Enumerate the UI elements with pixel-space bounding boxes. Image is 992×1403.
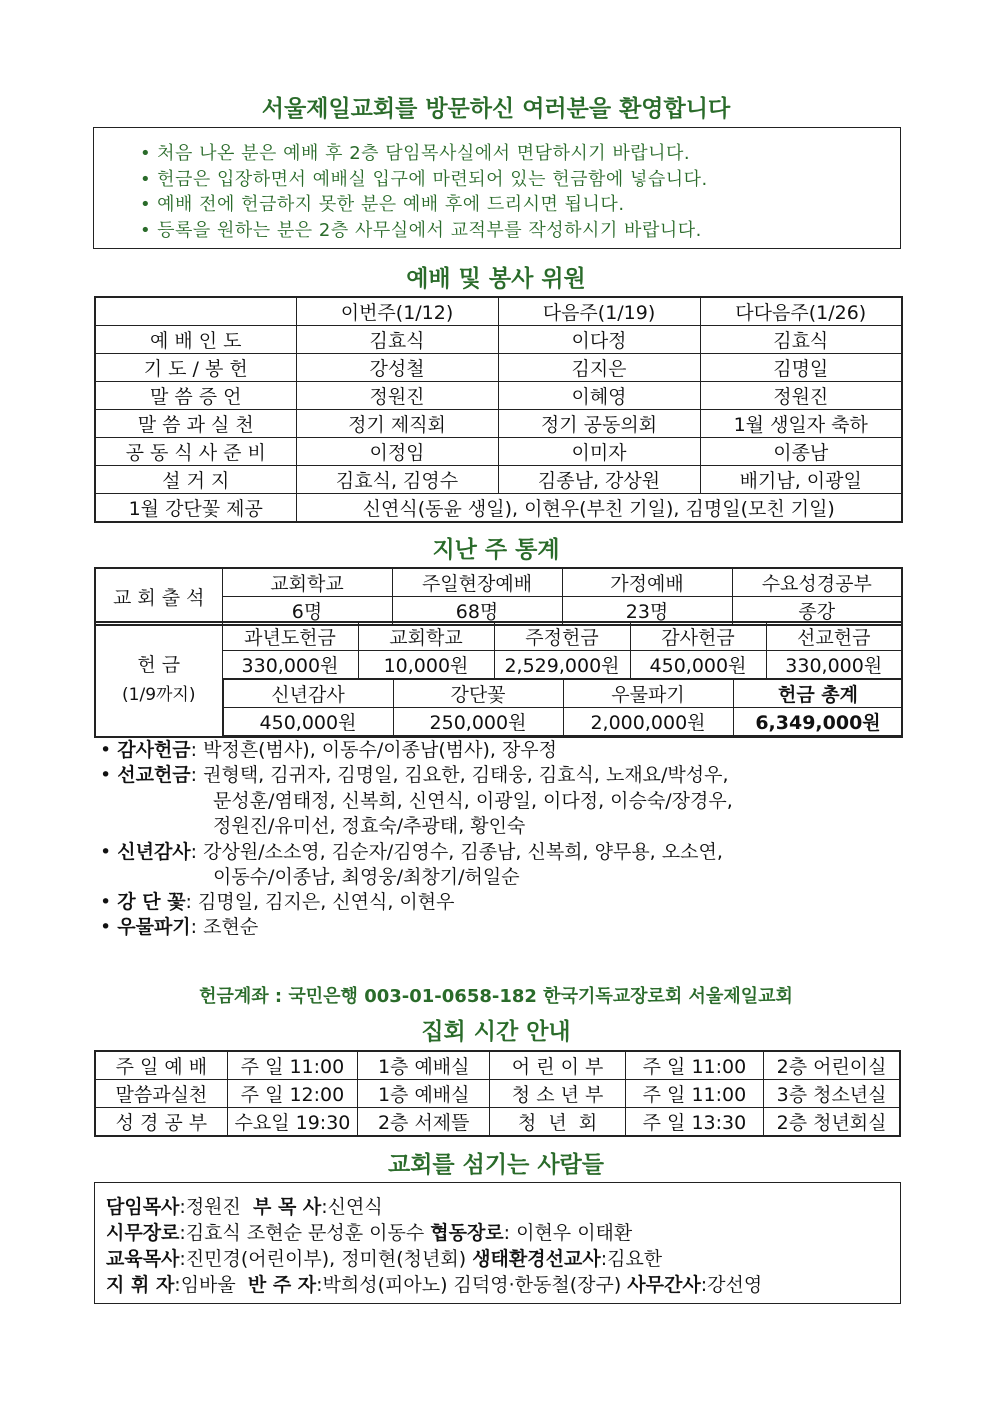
offering-label: 헌 금 — [137, 653, 181, 676]
dedication-entry: • 감사헌금: 박정흔(범사), 이동수/이종남(범사), 장우정 — [100, 739, 557, 761]
table-cell: 6명 — [222, 597, 392, 626]
table-cell: 김효식 — [296, 326, 498, 354]
table-header: 교회학교 — [222, 568, 392, 597]
table-cell: 어 린 이 부 — [490, 1051, 625, 1080]
dedication-line: 정원진/유미선, 정효숙/추광태, 황인숙 — [213, 815, 526, 837]
table-row — [95, 382, 902, 410]
table-row — [95, 1080, 900, 1108]
table-row — [95, 1108, 900, 1137]
row-label: 공 동 식 사 준 비 — [95, 438, 296, 466]
row-label: 예 배 인 도 — [95, 326, 296, 354]
table-cell: 배기남, 이광일 — [700, 466, 902, 494]
duty-table — [94, 296, 903, 523]
dedication-entry: • 우물파기: 조현순 — [100, 916, 259, 938]
dedication-entry: • 신년감사: 강상원/소소영, 김순자/김영수, 김종남, 신복희, 양무용, 오소연, — [100, 841, 723, 863]
table-cell: 330,000원 — [766, 651, 902, 679]
staff-line: 담임목사:정원진 부 목 사:신연식 — [106, 1196, 383, 1218]
table-row — [95, 1051, 900, 1080]
table-cell: 김명일 — [700, 354, 902, 382]
account-info: 헌금계좌 : 국민은행 003-01-0658-182 한국기독교장로회 서울제일교회 — [199, 986, 793, 1007]
welcome-item: • 헌금은 입장하면서 예배실 입구에 마련되어 있는 헌금함에 넣습니다. — [140, 169, 708, 190]
duty-title: 예배 및 봉사 위원 — [406, 266, 586, 292]
row-label: 설 거 지 — [95, 466, 296, 494]
welcome-item: • 등록을 원하는 분은 2층 사무실에서 교적부를 작성하시기 바랍니다. — [140, 220, 702, 241]
table-header: 우물파기 — [563, 680, 733, 708]
table-row — [95, 326, 902, 354]
table-header: 신년감사 — [223, 680, 393, 708]
table-cell: 주 일 13:30 — [625, 1108, 763, 1137]
row-label: 말 씀 증 언 — [95, 382, 296, 410]
table-header: 강단꽃 — [393, 680, 563, 708]
table-cell: 말씀과실천 — [95, 1080, 227, 1108]
table-cell: 2,529,000원 — [494, 651, 630, 679]
table-cell: 주 일 예 배 — [95, 1051, 227, 1080]
table-row — [95, 410, 902, 438]
row-label: 말 씀 과 실 천 — [95, 410, 296, 438]
table-cell: 1층 예배실 — [358, 1051, 490, 1080]
table-header: 과년도헌금 — [222, 622, 358, 651]
table-cell: 이종남 — [700, 438, 902, 466]
table-cell: 330,000원 — [222, 651, 358, 679]
offering-total: 6,349,000원 — [733, 708, 902, 736]
table-cell: 주 일 12:00 — [227, 1080, 357, 1108]
table-header: 다음주(1/19) — [498, 297, 700, 326]
table-row — [223, 680, 902, 708]
row-label — [95, 622, 222, 737]
table-cell: 이미자 — [498, 438, 700, 466]
table-header: 헌금 총계 — [733, 680, 902, 708]
offering-sub: (1/9까지) — [122, 684, 196, 705]
table-header: 수요성경공부 — [732, 568, 902, 597]
table-cell: 종강 — [732, 597, 902, 626]
table-cell: 68명 — [392, 597, 562, 626]
table-cell: 1층 예배실 — [358, 1080, 490, 1108]
staff-line: 교육목사:진민경(어린이부), 정미현(청년회) 생태환경선교사:김요한 — [106, 1248, 663, 1270]
table-cell: 이다정 — [498, 326, 700, 354]
table-cell: 10,000원 — [358, 651, 494, 679]
table-cell: 이혜영 — [498, 382, 700, 410]
dedication-entry: • 강 단 꽃: 김명일, 김지은, 신연식, 이현우 — [100, 891, 455, 913]
table-cell: 정원진 — [296, 382, 498, 410]
table-cell: 정기 제직회 — [296, 410, 498, 438]
table-cell: 주 일 11:00 — [625, 1080, 763, 1108]
table-cell: 23명 — [562, 597, 732, 626]
table-row — [95, 438, 902, 466]
welcome-title: 서울제일교회를 방문하신 여러분을 환영합니다 — [261, 96, 731, 122]
staff-title: 교회를 섬기는 사람들 — [388, 1152, 604, 1178]
row-label: 1월 강단꽃 제공 — [95, 494, 296, 523]
table-cell: 정기 공동의회 — [498, 410, 700, 438]
offering-row2 — [222, 679, 902, 738]
row-label: 교 회 출 석 — [95, 568, 222, 625]
table-cell: 강성철 — [296, 354, 498, 382]
welcome-item: • 처음 나온 분은 예배 후 2층 담임목사실에서 면담하시기 바랍니다. — [140, 143, 691, 164]
table-cell: 김효식, 김영수 — [296, 466, 498, 494]
table-cell: 250,000원 — [393, 708, 563, 736]
table-cell: 주 일 11:00 — [227, 1051, 357, 1080]
table-cell: 1월 생일자 축하 — [700, 410, 902, 438]
table-cell: 3층 청소년실 — [764, 1080, 900, 1108]
table-row — [95, 494, 902, 523]
table-cell: 이정임 — [296, 438, 498, 466]
table-cell: 주 일 11:00 — [625, 1051, 763, 1080]
table-cell: 정원진 — [700, 382, 902, 410]
stats-title: 지난 주 통계 — [432, 537, 560, 563]
table-cell: 450,000원 — [223, 708, 393, 736]
table-row — [223, 708, 902, 736]
table-row — [95, 622, 902, 651]
dedication-entry: • 선교헌금: 권형택, 김귀자, 김명일, 김요한, 김태웅, 김효식, 노재요/박성우, — [100, 764, 729, 786]
offering-table — [94, 621, 903, 738]
table-cell: 청 년 회 — [490, 1108, 625, 1137]
table-header: 선교헌금 — [766, 622, 902, 651]
table-header: 주정헌금 — [494, 622, 630, 651]
table-cell: 성 경 공 부 — [95, 1108, 227, 1137]
table-cell: 2층 어린이실 — [764, 1051, 900, 1080]
welcome-item: • 예배 전에 헌금하지 못한 분은 예배 후에 드리시면 됩니다. — [140, 194, 625, 215]
table-cell: 김종남, 강상원 — [498, 466, 700, 494]
table-cell: 신연식(동윤 생일), 이현우(부친 기일), 김명일(모친 기일) — [296, 494, 902, 523]
schedule-title: 집회 시간 안내 — [421, 1019, 571, 1045]
table-header: 다다음주(1/26) — [700, 297, 902, 326]
table-row — [95, 354, 902, 382]
table-cell: 2층 청년회실 — [764, 1108, 900, 1137]
attendance-table — [94, 567, 903, 626]
table-header: 감사헌금 — [630, 622, 766, 651]
schedule-table — [94, 1050, 901, 1137]
table-row — [95, 568, 902, 597]
staff-line: 시무장로:김효식 조현순 문성훈 이동수 협동장로: 이현우 이태환 — [106, 1222, 633, 1244]
table-cell: 450,000원 — [630, 651, 766, 679]
table-header: 주일현장예배 — [392, 568, 562, 597]
table-cell: 2,000,000원 — [563, 708, 733, 736]
staff-line: 지 휘 자:임바울 반 주 자:박희성(피아노) 김덕영·한동철(장구) 사무간사:강선영 — [106, 1274, 763, 1296]
table-cell: 김효식 — [700, 326, 902, 354]
offering-sub-table — [223, 679, 903, 736]
table-cell: 2층 서제뜰 — [358, 1108, 490, 1137]
table-cell — [95, 297, 296, 326]
table-header: 교회학교 — [358, 622, 494, 651]
dedication-line: 문성훈/염태정, 신복희, 신연식, 이광일, 이다정, 이승숙/장경우, — [213, 790, 733, 812]
table-row — [95, 466, 902, 494]
table-cell: 청 소 년 부 — [490, 1080, 625, 1108]
table-cell: 김지은 — [498, 354, 700, 382]
table-header: 가정예배 — [562, 568, 732, 597]
dedication-line: 이동수/이종남, 최영웅/최창기/허일순 — [213, 866, 520, 888]
table-cell: 수요일 19:30 — [227, 1108, 357, 1137]
row-label: 기 도 / 봉 헌 — [95, 354, 296, 382]
table-header: 이번주(1/12) — [296, 297, 498, 326]
table-row — [95, 297, 902, 326]
